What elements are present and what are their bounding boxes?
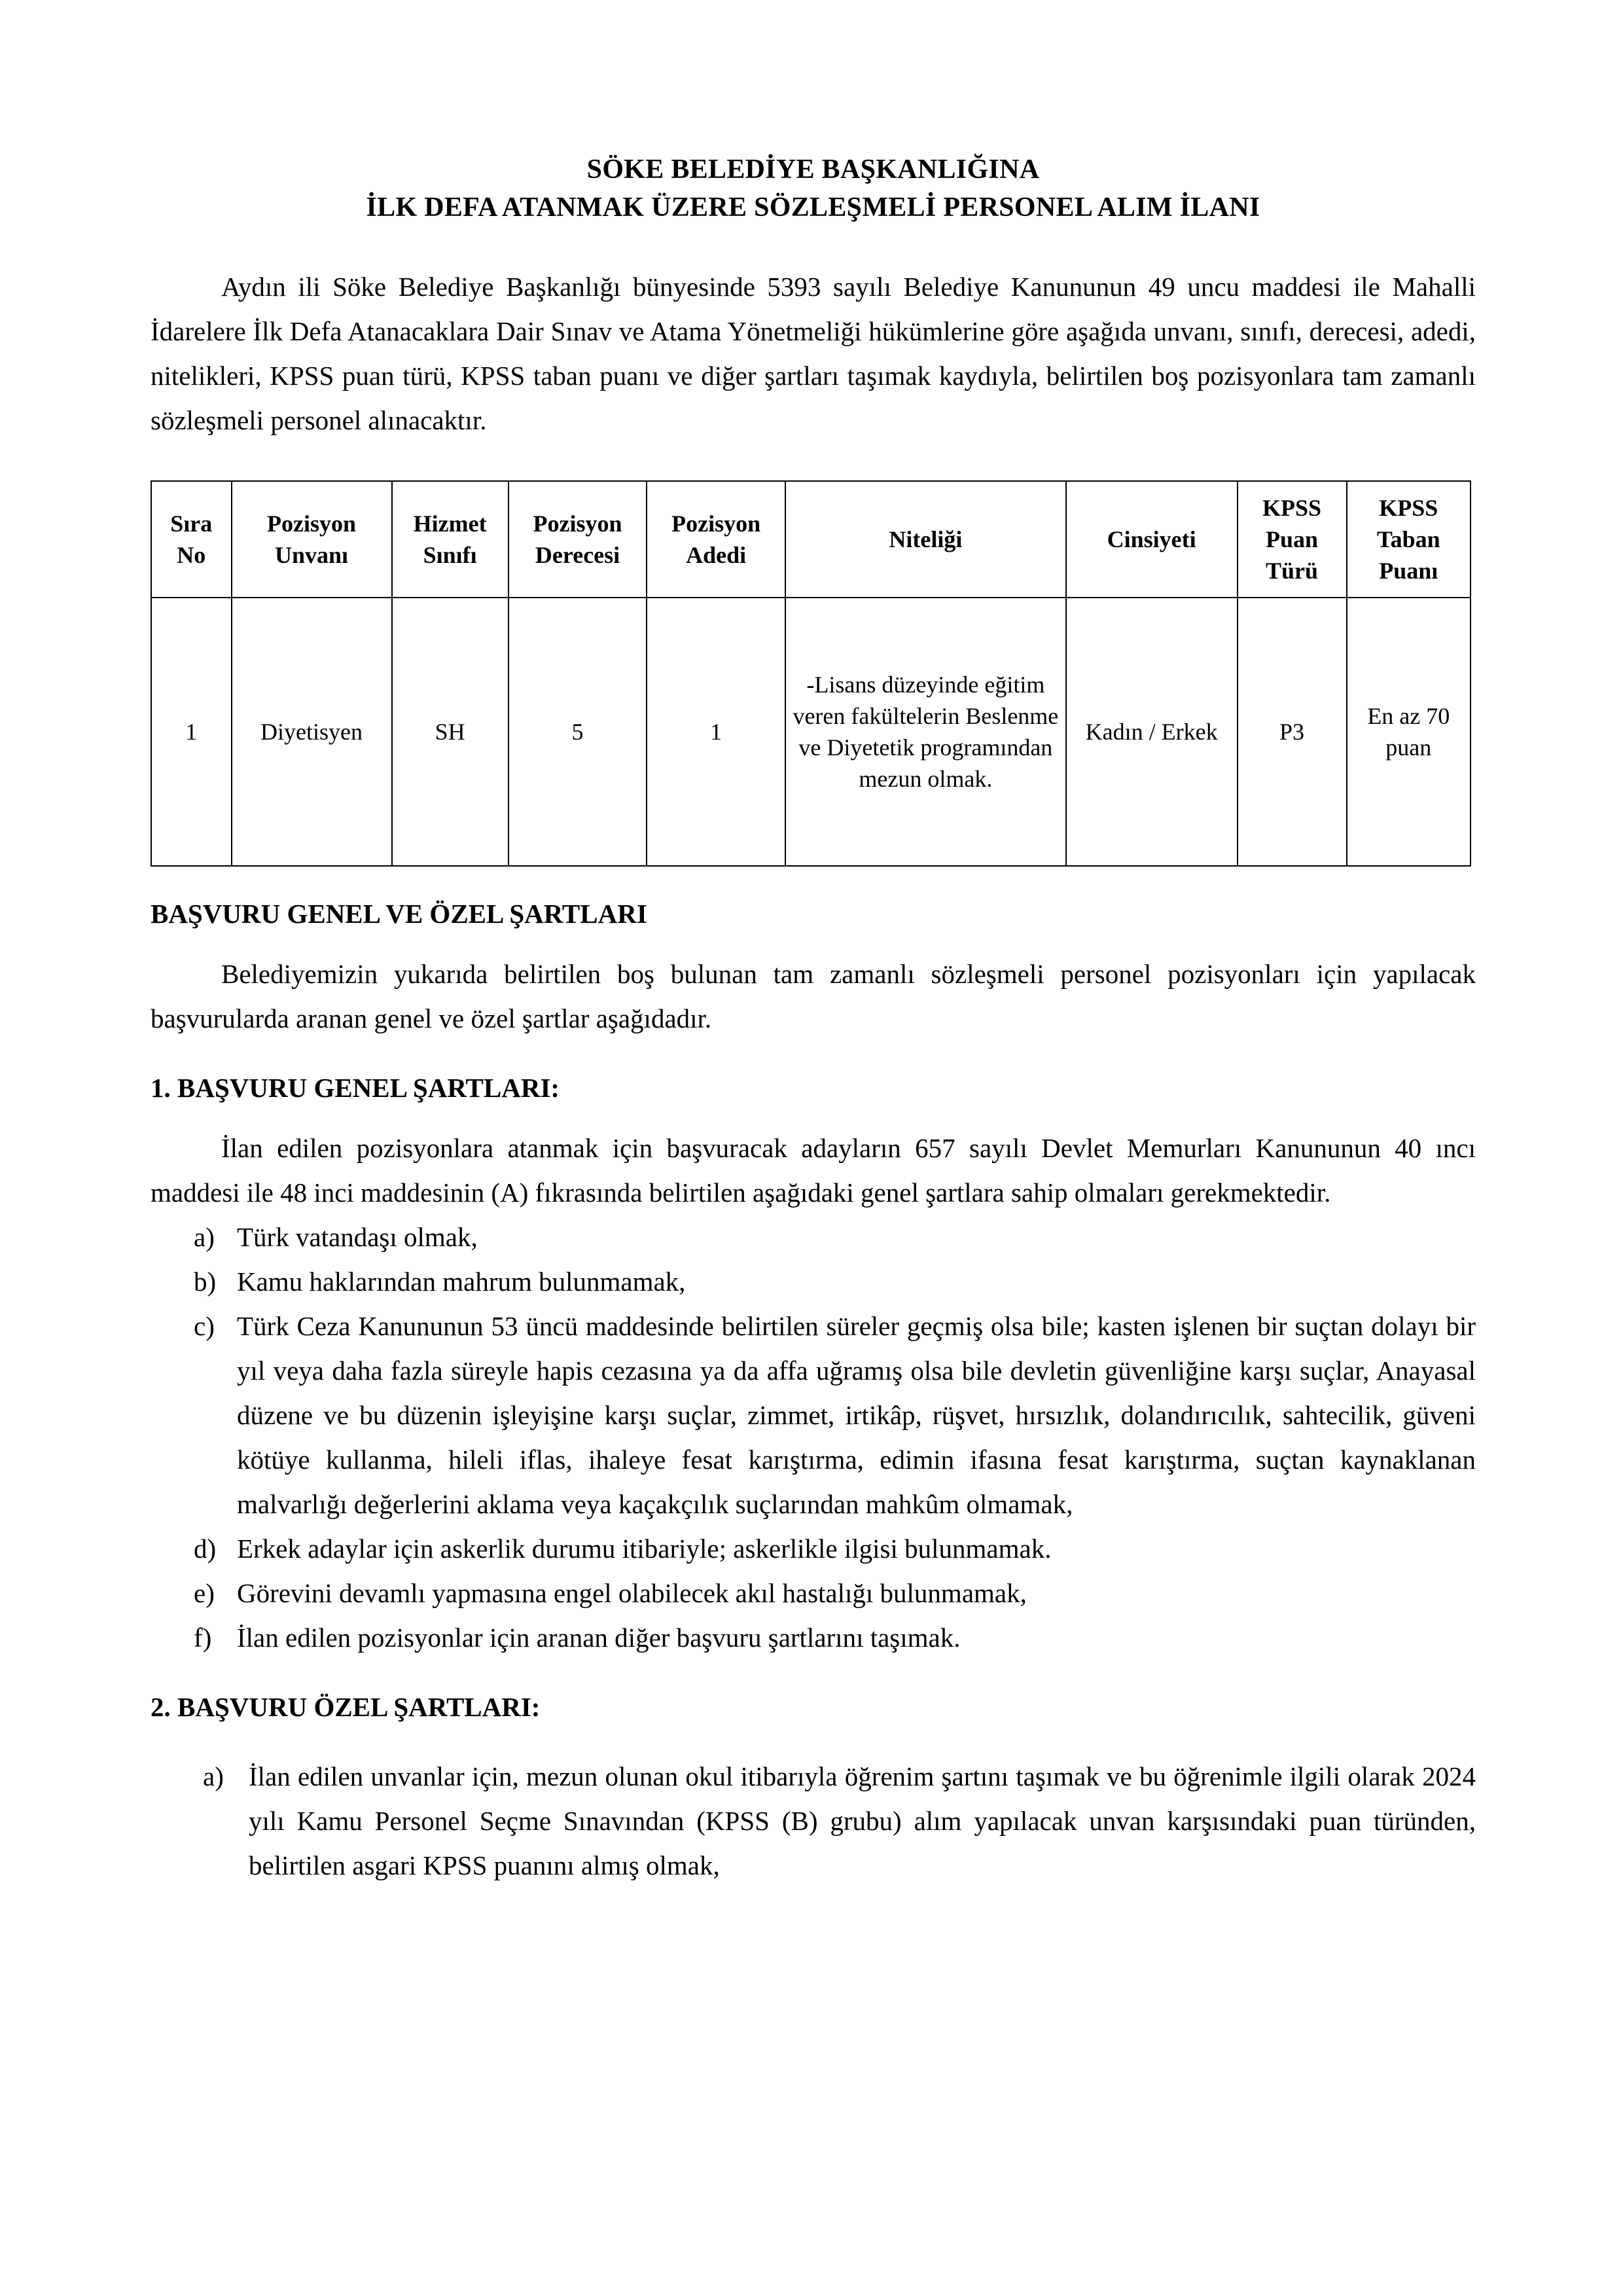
title-line-2: İLK DEFA ATANMAK ÜZERE SÖZLEŞMELİ PERSONEL ALIM İLANI xyxy=(366,192,1260,223)
spacer xyxy=(151,226,1476,264)
heading-basvuru-genel-sartlari: 1. BAŞVURU GENEL ŞARTLARI: xyxy=(151,1073,560,1103)
list-marker: f) xyxy=(194,1623,212,1653)
spacer xyxy=(151,442,1476,480)
header-kpss-taban-puani: KPSS Taban Puanı xyxy=(1347,481,1471,598)
cell-cinsiyeti: Kadın / Erkek xyxy=(1066,598,1238,866)
header-hizmet-sinifi: Hizmet Sınıfı xyxy=(392,481,508,598)
cell-hizmet-sinifi: SH xyxy=(392,598,508,866)
list-item xyxy=(151,1754,1476,1888)
basvuru-paragraph: Belediyemizin yukarıda belirtilen boş bulunan tam zamanlı sözleşmeli personel pozisyonları için yapılacak başvurularda aranan genel ve özel şartlar aşağıdadır. xyxy=(151,959,1476,1033)
spacer xyxy=(151,932,1476,952)
ozel-sartlari-list xyxy=(151,1754,1476,1888)
spacer xyxy=(151,1725,1476,1754)
spacer xyxy=(151,1660,1476,1689)
list-item xyxy=(151,1259,1476,1304)
list-marker: a) xyxy=(194,1222,215,1252)
header-cinsiyeti: Cinsiyeti xyxy=(1066,481,1238,598)
list-item-text: Erkek adaylar için askerlik durumu itibariyle; askerlikle ilgisi bulunmamak. xyxy=(237,1534,1052,1564)
table-row xyxy=(151,598,1471,866)
spacer xyxy=(151,1041,1476,1069)
header-sira-no: Sıra No xyxy=(151,481,232,598)
list-item xyxy=(151,1304,1476,1526)
cell-pozisyon-unvani: Diyetisyen xyxy=(232,598,392,866)
cell-sira-no: 1 xyxy=(151,598,232,866)
list-item-text: Türk Ceza Kanununun 53 üncü maddesinde belirtilen süreler geçmiş olsa bile; kasten işlenen bir suçtan dolayı bir yıl veya daha fazla süreyle hapis cezasına ya da affa uğramış olsa bile devletin güvenliğine karşı suçlar, Anayasal düzene ve bu düzenin işleyişine karşı suçlar, zimmet, irtikâp, rüşvet, hırsızlık, dolandırıcılık, sahtecilik, güveni kötüye kullanma, hileli iflas, ihaleye fesat karıştırma, edimin ifasına fesat karıştırma, suçtan kaynaklanan malvarlığı değerlerini aklama veya kaçakçılık suçlarından mahkûm olmamak, xyxy=(237,1311,1476,1519)
header-pozisyon-derecesi: Pozisyon Derecesi xyxy=(508,481,647,598)
positions-table xyxy=(151,480,1471,867)
spacer xyxy=(151,1106,1476,1126)
list-marker: a) xyxy=(203,1761,224,1791)
heading-basvuru-ozel-sartlari: 2. BAŞVURU ÖZEL ŞARTLARI: xyxy=(151,1692,541,1722)
table-header-row xyxy=(151,481,1471,598)
spacer xyxy=(151,867,1476,895)
list-marker: c) xyxy=(194,1311,215,1341)
list-item-text: Kamu haklarından mahrum bulunmamak, xyxy=(237,1266,686,1297)
header-niteligi: Niteliği xyxy=(785,481,1066,598)
header-kpss-puan-turu: KPSS Puan Türü xyxy=(1238,481,1347,598)
cell-niteligi: -Lisans düzeyinde eğitim veren fakültelerin Beslenme ve Diyetetik programından mezun olmak. xyxy=(785,598,1066,866)
cell-kpss-taban-puani: En az 70 puan xyxy=(1347,598,1471,866)
cell-kpss-puan-turu: P3 xyxy=(1238,598,1347,866)
cell-pozisyon-derecesi: 5 xyxy=(508,598,647,866)
list-marker: d) xyxy=(194,1534,217,1564)
title-line-1: SÖKE BELEDİYE BAŞKANLIĞINA xyxy=(586,154,1040,185)
header-pozisyon-adedi: Pozisyon Adedi xyxy=(647,481,785,598)
list-item xyxy=(151,1215,1476,1259)
list-item xyxy=(151,1526,1476,1571)
cell-pozisyon-adedi: 1 xyxy=(647,598,785,866)
list-marker: e) xyxy=(194,1578,215,1608)
list-marker: b) xyxy=(194,1266,217,1297)
list-item xyxy=(151,1615,1476,1660)
header-pozisyon-unvani: Pozisyon Unvanı xyxy=(232,481,392,598)
heading-basvuru-genel-ozel: BAŞVURU GENEL VE ÖZEL ŞARTLARI xyxy=(151,899,647,929)
list-item-text: Görevini devamlı yapmasına engel olabilecek akıl hastalığı bulunmamak, xyxy=(237,1578,1027,1608)
list-item xyxy=(151,1571,1476,1615)
genel-sartlari-paragraph: İlan edilen pozisyonlara atanmak için başvuracak adayların 657 sayılı Devlet Memurları Kanununun 40 ıncı maddesi ile 48 inci maddesinin (A) fıkrasında belirtilen aşağıdaki genel şartlara sahip olmaları gerekmektedir. xyxy=(151,1133,1476,1208)
list-item-text: İlan edilen pozisyonlar için aranan diğer başvuru şartlarını taşımak. xyxy=(237,1623,961,1653)
list-item-text: İlan edilen unvanlar için, mezun olunan okul itibarıyla öğrenim şartını taşımak ve bu öğrenimle ilgili olarak 2024 yılı Kamu Personel Seçme Sınavından (KPSS (B) grubu) alım yapılacak unvan karşısındaki puan türünden, belirtilen asgari KPSS puanını almış olmak, xyxy=(249,1761,1476,1880)
page-title xyxy=(151,151,1476,226)
genel-sartlari-list xyxy=(151,1215,1476,1660)
intro-paragraph: Aydın ili Söke Belediye Başkanlığı bünyesinde 5393 sayılı Belediye Kanununun 49 uncu maddesi ile Mahalli İdarelere İlk Defa Atanacaklara Dair Sınav ve Atama Yönetmeliği hükümlerine göre aşağıda unvanı, sınıfı, derecesi, adedi, nitelikleri, KPSS puan türü, KPSS taban puanı ve diğer şartları taşımak kaydıyla, belirtilen boş pozisyonlara tam zamanlı sözleşmeli personel alınacaktır. xyxy=(151,272,1476,435)
list-item-text: Türk vatandaşı olmak, xyxy=(237,1222,478,1252)
